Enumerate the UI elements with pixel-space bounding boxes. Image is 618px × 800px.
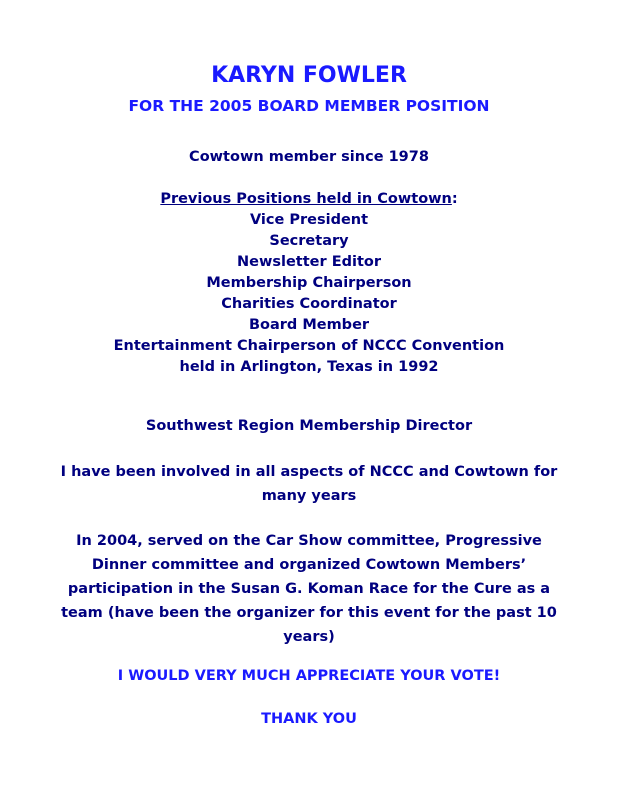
position-item: held in Arlington, Texas in 1992: [179, 359, 439, 375]
candidate-name: KARYN FOWLER: [211, 63, 407, 88]
positions-heading-text: Previous Positions held in Cowtown: [160, 191, 452, 207]
service-line: Dinner committee and organized Cowtown Members’: [91, 557, 527, 573]
positions-heading: [0, 189, 618, 210]
position-item: Newsletter Editor: [237, 254, 381, 270]
service-2004-paragraph: [0, 529, 618, 649]
member-since: Cowtown member since 1978: [189, 149, 429, 165]
position-subtitle: FOR THE 2005 BOARD MEMBER POSITION: [128, 97, 490, 115]
position-item: Vice President: [249, 212, 369, 228]
vote-appeal: I WOULD VERY MUCH APPRECIATE YOUR VOTE!: [117, 668, 501, 684]
position-item: Entertainment Chairperson of NCCC Convention: [113, 338, 505, 354]
involvement-paragraph: [0, 460, 618, 508]
positions-heading-colon: :: [451, 191, 458, 207]
service-line: participation in the Susan G. Koman Race for the Cure as a: [67, 581, 551, 597]
service-line: In 2004, served on the Car Show committee, Progressive: [76, 533, 542, 549]
region-role: Southwest Region Membership Director: [145, 418, 473, 434]
position-item: Membership Chairperson: [206, 275, 412, 291]
involvement-line: I have been involved in all aspects of NCCC and Cowtown for: [60, 464, 558, 480]
previous-positions-section: [0, 189, 618, 378]
position-item: Charities Coordinator: [221, 296, 397, 312]
service-line: years): [283, 629, 335, 645]
service-line: team (have been the organizer for this event for the past 10: [61, 605, 557, 621]
position-item: Secretary: [269, 233, 349, 249]
thank-you: THANK YOU: [261, 711, 357, 727]
position-item: Board Member: [248, 317, 370, 333]
involvement-line: many years: [261, 488, 357, 504]
